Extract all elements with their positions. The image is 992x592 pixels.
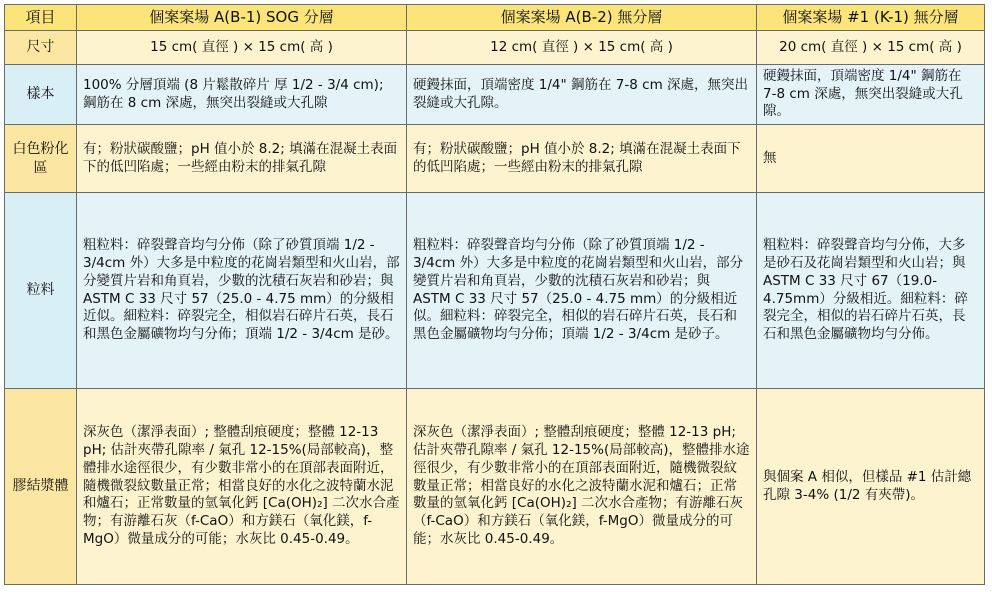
cell-whitening-k1: 無 [757, 125, 985, 193]
cell-paste-b1: 深灰色（潔淨表面）; 整體刮痕硬度；整體 12-13 pH; 估計夾帶孔隙率 / 氣孔 12-15%(局部較高)，整體排水途徑很少，有少數非常小的在頂部表面附近，隨機微裂紋數量正常；相當良好的水化之波特蘭水泥和爐石；正常數量的氫氧化鈣 [Ca(OH)₂] 二次水合產物；有游離石灰（f-CaO）和方鎂石（氧化鎂，f-MgO）微量成分的可能；水灰比 0.45-0.49。 [77, 389, 407, 585]
cell-paste-k1: 與個案 A 相似，但樣品 #1 估計總孔隙 3-4% (1/2 有夾帶)。 [757, 389, 985, 585]
row-label-paste: 膠結漿體 [5, 389, 77, 585]
cell-paste-b2: 深灰色（潔淨表面）; 整體刮痕硬度；整體 12-13 pH; 估計夾帶孔隙率 / 氣孔 12-15%(局部較高)，整體排水途徑很少，有少數非常小的在頂部表面附近，隨機微裂紋數量正常；相當良好的水化之波特蘭水泥和爐石；正常數量的氫氧化鈣 [Ca(OH)₂] 二次水合產物；有游離石灰（f-CaO）和方鎂石（氧化鎂，f-MgO）微量成分的可能；水灰比 0.45-0.49。 [407, 389, 757, 585]
table-row-sample [5, 65, 985, 125]
cell-sample-b1: 100% 分層頂端 (8 片鬆散碎片 厚 1/2 - 3/4 cm); 鋼筋在 8 cm 深處，無突出裂縫或大孔隙 [77, 65, 407, 125]
cell-size-k1: 20 cm( 直徑 ) × 15 cm( 高 ) [757, 31, 985, 65]
header-item: 項目 [5, 5, 77, 31]
cell-sample-k1: 硬鏝抹面，頂端密度 1/4" 鋼筋在 7-8 cm 深處，無突出裂縫或大孔隙。 [757, 65, 985, 125]
cell-aggregate-b2: 粗粒料：碎裂聲音均勻分佈（除了砂質頂端 1/2 - 3/4cm 外）大多是中粒度的花崗岩類型和火山岩，部分變質片岩和角頁岩，少數的沈積石灰岩和砂岩；與 ASTM C 33 尺寸 57（25.0 - 4.75 mm）的分級相近似。細粒料：碎裂完全，相似的岩石碎片石英，長石和黑色金屬礦物均勻分佈；頂端 1/2 - 3/4cm 是砂子。 [407, 193, 757, 389]
cell-aggregate-k1: 粗粒料：碎裂聲音均勻分佈，大多是砂石及花崗岩類型和火山岩；與 ASTM C 33 尺寸 67（19.0-4.75mm）分級相近。細粒料：碎裂完全，相似的岩石碎片石英，長石和黑色金屬礦物均勻分佈。 [757, 193, 985, 389]
row-label-sample: 樣本 [5, 65, 77, 125]
cell-size-b1: 15 cm( 直徑 ) × 15 cm( 高 ) [77, 31, 407, 65]
cell-size-b2: 12 cm( 直徑 ) × 15 cm( 高 ) [407, 31, 757, 65]
table-row-size [5, 31, 985, 65]
table-row-aggregate [5, 193, 985, 389]
row-label-size: 尺寸 [5, 31, 77, 65]
row-label-aggregate: 粒料 [5, 193, 77, 389]
header-case-a-b1: 個案案場 A(B-1) SOG 分層 [77, 5, 407, 31]
row-label-whitening: 白色粉化區 [5, 125, 77, 193]
cell-sample-b2: 硬鏝抹面，頂端密度 1/4" 鋼筋在 7-8 cm 深處，無突出裂縫或大孔隙。 [407, 65, 757, 125]
comparison-table [4, 4, 985, 585]
table-row-whitening [5, 125, 985, 193]
cell-aggregate-b1: 粗粒料：碎裂聲音均勻分佈（除了砂質頂端 1/2 - 3/4cm 外）大多是中粒度的花崗岩類型和火山岩，部分變質片岩和角頁岩，少數的沈積石灰岩和砂岩；與 ASTM C 33 尺寸 57（25.0 - 4.75 mm）的分級相近似。細粒料：碎裂完全，相似岩石碎片石英，長石和黑色金屬礦物均勻分佈；頂端 1/2 - 3/4cm 是砂。 [77, 193, 407, 389]
table-header-row [5, 5, 985, 31]
header-case-a-b2: 個案案場 A(B-2) 無分層 [407, 5, 757, 31]
header-case-1-k1: 個案案場 #1 (K-1) 無分層 [757, 5, 985, 31]
cell-whitening-b2: 有；粉狀碳酸鹽；pH 值小於 8.2; 填滿在混凝土表面下的低凹陷處；一些經由粉末的排氣孔隙 [407, 125, 757, 193]
cell-whitening-b1: 有；粉狀碳酸鹽；pH 值小於 8.2; 填滿在混凝土表面下的低凹陷處；一些經由粉末的排氣孔隙 [77, 125, 407, 193]
table-row-paste [5, 389, 985, 585]
